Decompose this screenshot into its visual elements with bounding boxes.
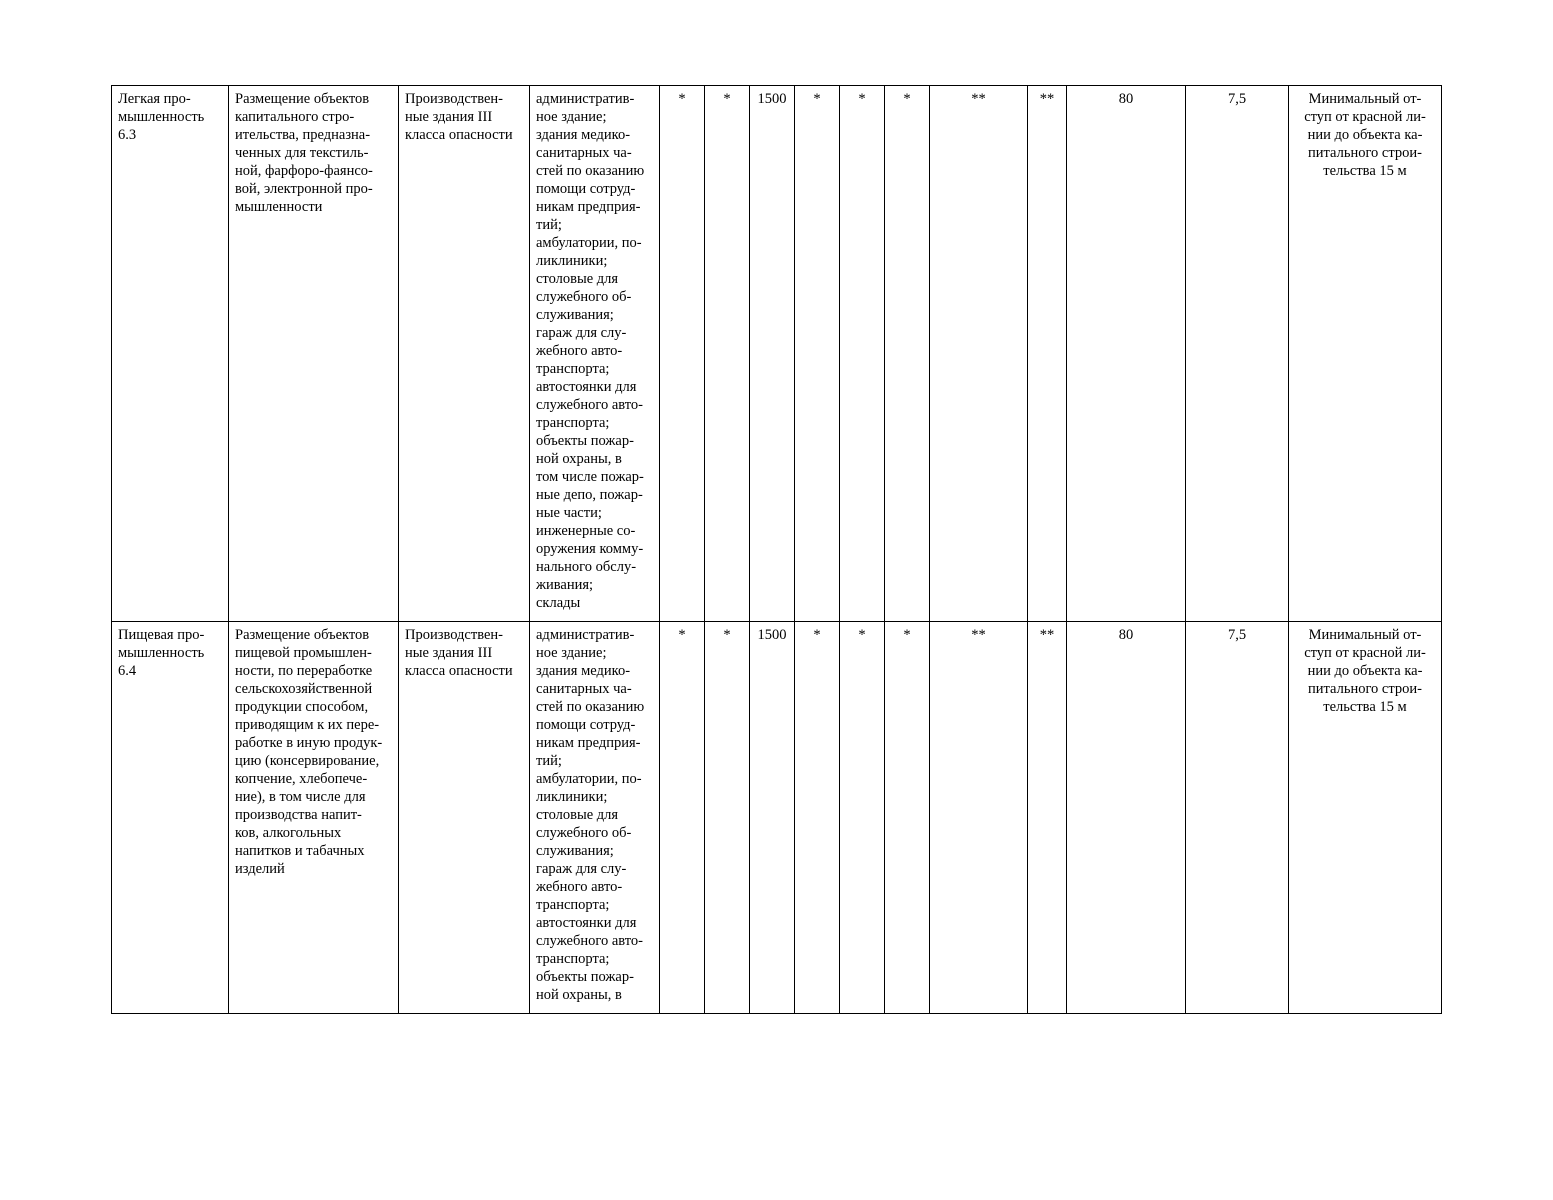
auxiliary-line: здания медико- [536, 663, 631, 679]
description-line: цию (консервирование, [235, 753, 380, 769]
auxiliary-line: стей по оказанию [536, 163, 645, 179]
param-cell-6: * [885, 622, 930, 1014]
description-line: продукции способом, [235, 699, 369, 715]
auxiliary-uses-cell [530, 622, 660, 1014]
table-row [112, 86, 1442, 622]
param-cell-9: 80 [1067, 86, 1186, 622]
table-row [112, 622, 1442, 1014]
auxiliary-line: здания медико- [536, 127, 631, 143]
param-cell-2: * [705, 622, 750, 1014]
description-line: ности, по переработке [235, 663, 373, 679]
description-line: Размещение объектов [235, 627, 370, 643]
description-line: ков, алкогольных [235, 825, 342, 841]
description-line: ительства, предназна- [235, 127, 371, 143]
description-line: работке в иную продук- [235, 735, 383, 751]
param-cell-4: * [795, 622, 840, 1014]
auxiliary-line: помощи сотруд- [536, 717, 636, 733]
note-cell [1289, 86, 1442, 622]
auxiliary-line: гараж для слу- [536, 861, 627, 877]
auxiliary-line: тий; [536, 753, 562, 769]
auxiliary-line: стей по оказанию [536, 699, 645, 715]
param-cell-8: ** [1028, 86, 1067, 622]
land-use-name-line: Легкая про- [118, 91, 191, 107]
note-line: нии до объекта ка- [1307, 127, 1423, 143]
land-use-code: 6.4 [118, 663, 137, 679]
description-line: капитального стро- [235, 109, 355, 125]
auxiliary-line: амбулатории, по- [536, 771, 642, 787]
auxiliary-line: объекты пожар- [536, 969, 634, 985]
description-line: ние), в том числе для [235, 789, 366, 805]
land-use-name-cell [112, 86, 229, 622]
auxiliary-line: тий; [536, 217, 562, 233]
description-line: мышленности [235, 199, 323, 215]
category-line: Производствен- [405, 91, 503, 107]
auxiliary-line: ной охраны, в [536, 987, 622, 1003]
param-cell-5: * [840, 622, 885, 1014]
auxiliary-line: ное здание; [536, 645, 607, 661]
auxiliary-line: служебного авто- [536, 397, 643, 413]
auxiliary-line: служебного об- [536, 825, 632, 841]
building-category-cell [399, 622, 530, 1014]
auxiliary-line: помощи сотруд- [536, 181, 636, 197]
auxiliary-line: амбулатории, по- [536, 235, 642, 251]
param-cell-10: 7,5 [1186, 86, 1289, 622]
param-cell-7: ** [930, 622, 1028, 1014]
param-cell-9: 80 [1067, 622, 1186, 1014]
auxiliary-line: ликлиники; [536, 789, 608, 805]
param-cell-3: 1500 [750, 622, 795, 1014]
auxiliary-line: оружения комму- [536, 541, 644, 557]
param-cell-1: * [660, 86, 705, 622]
auxiliary-line: автостоянки для [536, 915, 637, 931]
description-line: копчение, хлебопече- [235, 771, 368, 787]
description-line: вой, электронной про- [235, 181, 373, 197]
auxiliary-line: служебного авто- [536, 933, 643, 949]
category-line: ные здания III [405, 109, 493, 125]
description-line: Размещение объектов [235, 91, 370, 107]
auxiliary-line: столовые для [536, 271, 619, 287]
description-line: ченных для текстиль- [235, 145, 369, 161]
description-line: сельскохозяйственной [235, 681, 373, 697]
param-cell-6: * [885, 86, 930, 622]
description-line: напитков и табачных [235, 843, 365, 859]
auxiliary-line: гараж для слу- [536, 325, 627, 341]
zoning-regulations-table [111, 85, 1442, 1014]
auxiliary-line: транспорта; [536, 897, 610, 913]
auxiliary-line: столовые для [536, 807, 619, 823]
description-line: изделий [235, 861, 285, 877]
description-line: ной, фарфоро-фаянсо- [235, 163, 373, 179]
param-cell-5: * [840, 86, 885, 622]
auxiliary-line: служебного об- [536, 289, 632, 305]
auxiliary-line: объекты пожар- [536, 433, 634, 449]
auxiliary-line: никам предприя- [536, 735, 641, 751]
auxiliary-line: живания; [536, 577, 594, 593]
note-line: питального строи- [1308, 145, 1422, 161]
category-line: Производствен- [405, 627, 503, 643]
param-cell-1: * [660, 622, 705, 1014]
auxiliary-line: санитарных ча- [536, 145, 632, 161]
auxiliary-line: служивания; [536, 843, 614, 859]
land-use-description-cell [229, 622, 399, 1014]
auxiliary-line: жебного авто- [536, 343, 623, 359]
auxiliary-line: ное здание; [536, 109, 607, 125]
param-cell-10: 7,5 [1186, 622, 1289, 1014]
auxiliary-line: административ- [536, 627, 635, 643]
auxiliary-line: транспорта; [536, 951, 610, 967]
description-line: пищевой промышлен- [235, 645, 372, 661]
auxiliary-line: том числе пожар- [536, 469, 644, 485]
auxiliary-line: служивания; [536, 307, 614, 323]
note-line: нии до объекта ка- [1307, 663, 1423, 679]
land-use-name-line: мышленность [118, 645, 205, 661]
auxiliary-line: транспорта; [536, 361, 610, 377]
param-cell-3: 1500 [750, 86, 795, 622]
param-cell-8: ** [1028, 622, 1067, 1014]
auxiliary-line: транспорта; [536, 415, 610, 431]
auxiliary-line: инженерные со- [536, 523, 636, 539]
land-use-name-line: Пищевая про- [118, 627, 205, 643]
auxiliary-line: административ- [536, 91, 635, 107]
note-line: питального строи- [1308, 681, 1422, 697]
note-line: ступ от красной ли- [1304, 645, 1426, 661]
category-line: класса опасности [405, 127, 513, 143]
note-line: тельства 15 м [1323, 699, 1407, 715]
auxiliary-line: санитарных ча- [536, 681, 632, 697]
auxiliary-line: склады [536, 595, 581, 611]
auxiliary-line: ликлиники; [536, 253, 608, 269]
building-category-cell [399, 86, 530, 622]
auxiliary-line: жебного авто- [536, 879, 623, 895]
param-cell-4: * [795, 86, 840, 622]
auxiliary-line: ные депо, пожар- [536, 487, 643, 503]
note-line: тельства 15 м [1323, 163, 1407, 179]
auxiliary-line: ные части; [536, 505, 602, 521]
category-line: класса опасности [405, 663, 513, 679]
auxiliary-line: никам предприя- [536, 199, 641, 215]
param-cell-7: ** [930, 86, 1028, 622]
land-use-name-line: мышленность [118, 109, 205, 125]
description-line: производства напит- [235, 807, 362, 823]
auxiliary-line: автостоянки для [536, 379, 637, 395]
auxiliary-line: ной охраны, в [536, 451, 622, 467]
land-use-name-cell [112, 622, 229, 1014]
note-cell [1289, 622, 1442, 1014]
category-line: ные здания III [405, 645, 493, 661]
note-line: Минимальный от- [1308, 627, 1422, 643]
param-cell-2: * [705, 86, 750, 622]
land-use-code: 6.3 [118, 127, 137, 143]
note-line: Минимальный от- [1308, 91, 1422, 107]
description-line: приводящим к их пере- [235, 717, 380, 733]
note-line: ступ от красной ли- [1304, 109, 1426, 125]
auxiliary-uses-cell [530, 86, 660, 622]
land-use-description-cell [229, 86, 399, 622]
auxiliary-line: нального обслу- [536, 559, 637, 575]
